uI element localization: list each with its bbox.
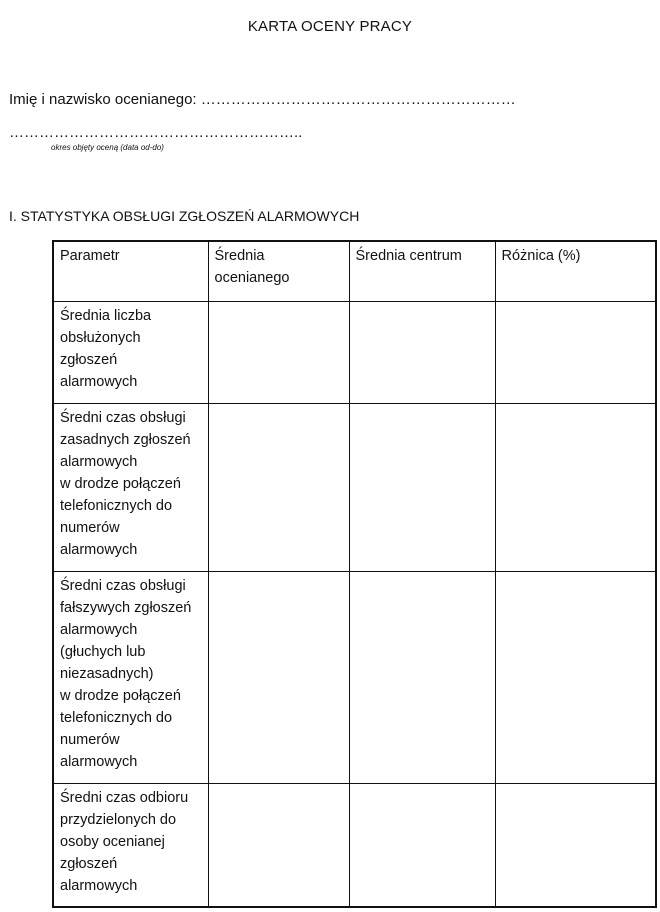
header-parametr: Parametr xyxy=(53,241,208,301)
evaluated-person-name-field[interactable]: ……………………………………………………… xyxy=(200,91,516,108)
srednia-centrum-cell[interactable] xyxy=(349,301,495,403)
parametr-cell: Średni czas obsługi fałszywych zgłoszeń alarmowych (głuchych lub niezasadnych) w drodze połączeń telefonicznych do numerów alarmowych xyxy=(53,571,208,783)
table-header-row xyxy=(53,241,656,301)
header-roznica: Różnica (%) xyxy=(495,241,656,301)
table-row xyxy=(53,301,656,403)
evaluation-period-caption: okres objęty oceną (data od-do) xyxy=(51,143,164,152)
table-row xyxy=(53,571,656,783)
section-heading: I. STATYSTYKA OBSŁUGI ZGŁOSZEŃ ALARMOWYCH xyxy=(9,208,360,224)
roznica-cell[interactable] xyxy=(495,783,656,907)
srednia-ocenianego-cell[interactable] xyxy=(208,783,349,907)
table-row xyxy=(53,403,656,571)
srednia-centrum-cell[interactable] xyxy=(349,403,495,571)
evaluation-period-field[interactable]: ………………………………………………….. xyxy=(9,124,303,141)
srednia-ocenianego-cell[interactable] xyxy=(208,301,349,403)
evaluated-person-name-line xyxy=(9,91,516,108)
header-srednia-centrum: Średnia centrum xyxy=(349,241,495,301)
alarm-statistics-table xyxy=(52,240,657,908)
roznica-cell[interactable] xyxy=(495,403,656,571)
header-srednia-ocenianego: Średnia ocenianego xyxy=(208,241,349,301)
parametr-cell: Średni czas odbioru przydzielonych do osoby ocenianej zgłoszeń alarmowych xyxy=(53,783,208,907)
roznica-cell[interactable] xyxy=(495,301,656,403)
srednia-centrum-cell[interactable] xyxy=(349,571,495,783)
parametr-cell: Średni czas obsługi zasadnych zgłoszeń alarmowych w drodze połączeń telefonicznych do numerów alarmowych xyxy=(53,403,208,571)
document-title: KARTA OCENY PRACY xyxy=(247,18,413,35)
parametr-cell: Średnia liczba obsłużonych zgłoszeń alarmowych xyxy=(53,301,208,403)
table-row xyxy=(53,783,656,907)
evaluated-person-name-label: Imię i nazwisko ocenianego: xyxy=(9,91,197,108)
srednia-ocenianego-cell[interactable] xyxy=(208,403,349,571)
srednia-ocenianego-cell[interactable] xyxy=(208,571,349,783)
srednia-centrum-cell[interactable] xyxy=(349,783,495,907)
roznica-cell[interactable] xyxy=(495,571,656,783)
